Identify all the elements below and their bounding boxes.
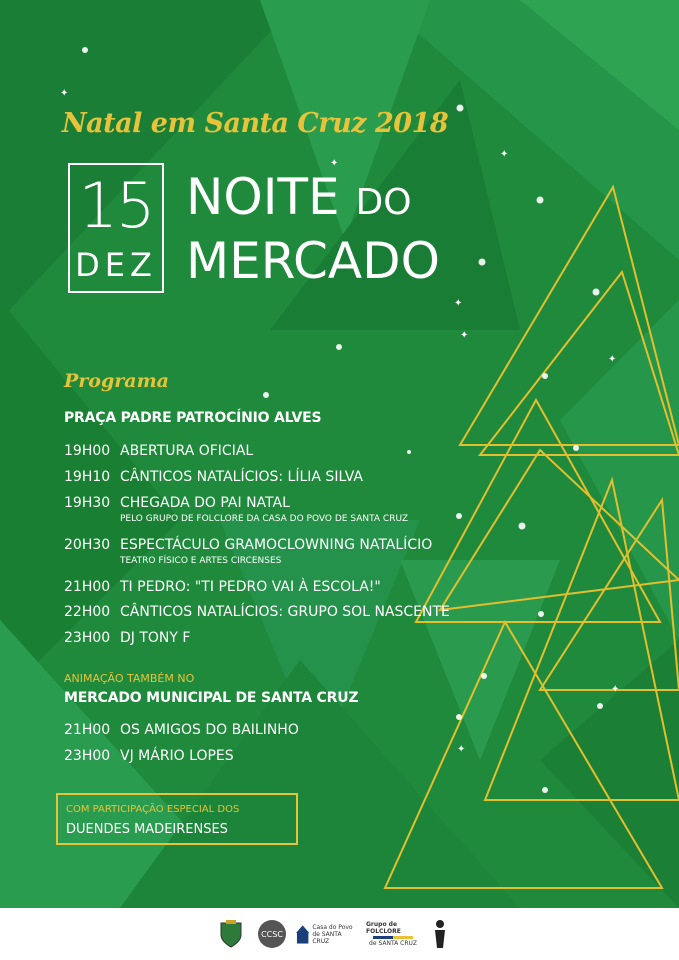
schedule-event: ESPECTÁCULO GRAMOCLOWNING NATALÍCIO [120,537,433,553]
svg-text:✦: ✦ [460,330,469,341]
folclore-line1: Grupo de FOLCLORE [366,921,401,935]
special-name: DUENDES MADEIRENSES [66,822,228,837]
municipality-crest-icon [214,918,248,950]
schedule-event: TI PEDRO: "TI PEDRO VAI À ESCOLA!" [120,579,381,595]
schedule-subtitle: TEATRO FÍSICO E ARTES CIRCENSES [120,556,282,566]
svg-text:✦: ✦ [330,158,339,169]
date-day: 15 [78,169,154,242]
svg-text:✦: ✦ [608,354,617,365]
casa-do-povo-icon [296,924,309,944]
schedule-time: 19H10 [64,469,111,485]
schedule-subtitle: PELO GRUPO DE FOLCLORE DA CASA DO POVO DE SANTA CRUZ [120,514,409,524]
schedule-event: ABERTURA OFICIAL [120,443,254,459]
schedule-time: 23H00 [64,630,111,646]
schedule-event: CHEGADA DO PAI NATAL [120,495,290,511]
folclore-line2: de SANTA CRUZ [369,940,417,947]
schedule-event: OS AMIGOS DO BAILINHO [120,722,299,738]
casa-do-povo-logo [296,918,358,950]
schedule-event: VJ MÁRIO LOPES [120,748,234,764]
programa-venue: PRAÇA PADRE PATROCÍNIO ALVES [64,410,322,426]
svg-text:✦: ✦ [60,88,69,99]
main-title-line1 [186,170,412,230]
event-series-title: Natal em Santa Cruz 2018 [62,108,449,139]
svg-text:✦: ✦ [454,298,463,309]
special-guests-box [56,793,298,845]
schedule-time: 22H00 [64,604,111,620]
animacao-venue: MERCADO MUNICIPAL DE SANTA CRUZ [64,690,359,706]
date-box [68,163,164,293]
schedule-event: CÂNTICOS NATALÍCIOS: GRUPO SOL NASCENTE [120,604,450,620]
title-noite: NOITE [186,168,340,226]
schedule-time: 21H00 [64,579,111,595]
svg-text:✦: ✦ [611,684,620,695]
date-month: DEZ [75,246,157,284]
schedule-time: 21H00 [64,722,111,738]
schedule-event: DJ TONY F [120,630,191,646]
svg-text:✦: ✦ [457,744,466,755]
programa-label: Programa [64,370,169,392]
grupo-folclore-logo [366,918,420,950]
special-label: COM PARTICIPAÇÃO ESPECIAL DOS [66,804,240,815]
animacao-label: ANIMAÇÃO TAMBÉM NO [64,672,195,685]
svg-text:✦: ✦ [500,149,509,160]
schedule-time: 19H00 [64,443,111,459]
title-do: DO [355,182,412,223]
schedule-time: 20H30 [64,537,111,553]
ccsc-logo-text: CCSC [261,929,283,939]
main-title-line2: MERCADO [186,232,440,290]
schedule-event: CÂNTICOS NATALÍCIOS: LÍLIA SILVA [120,469,363,485]
ccsc-logo [256,918,288,950]
casa-do-povo-line1: Casa do Povo [312,923,353,931]
schedule-time: 19H30 [64,495,111,511]
figure-logo-icon [428,918,452,950]
casa-do-povo-line2: de SANTA CRUZ [312,930,342,945]
sponsor-footer [0,908,679,960]
schedule-time: 23H00 [64,748,111,764]
